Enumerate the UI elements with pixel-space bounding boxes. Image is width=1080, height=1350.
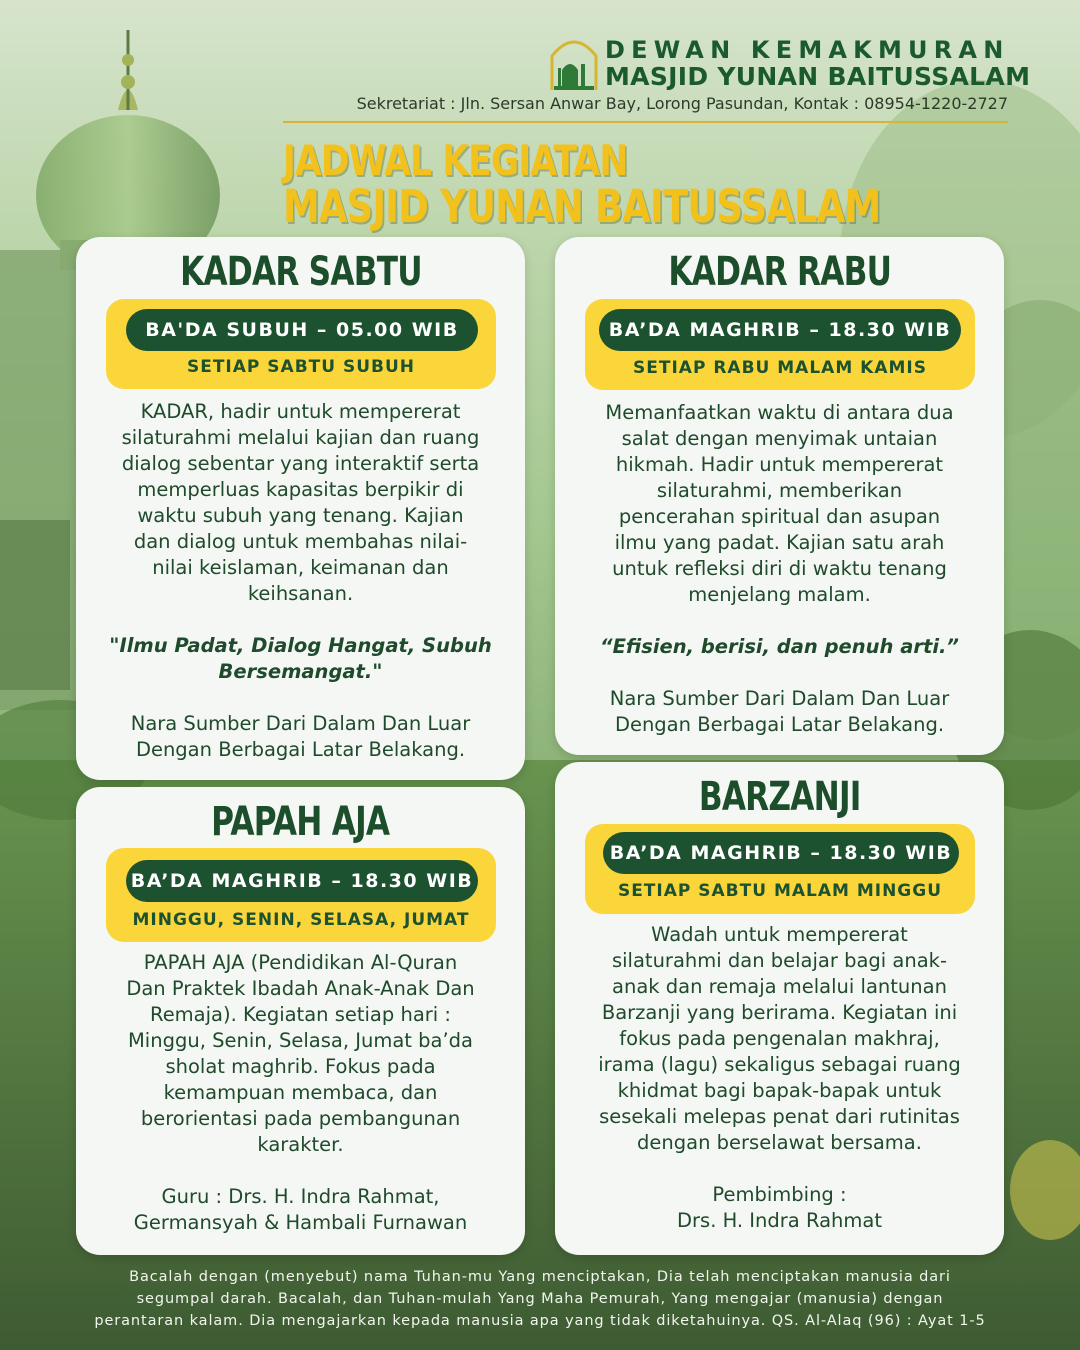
description-line: anak dan remaja melalui lantunan <box>612 975 947 998</box>
description-line: dan dialog untuk membahas nilai- <box>133 530 468 553</box>
quran-verse-footer <box>40 1266 1040 1332</box>
card-title: BARZANJI <box>698 774 861 820</box>
activity-card-kadar-sabtu <box>76 237 525 780</box>
description-line: berorientasi pada pembangunan <box>140 1107 461 1130</box>
tagline-quote: “Efisien, berisi, dan penuh arti.” <box>600 635 959 658</box>
description-line: khidmat bagi bapak-bapak untuk <box>617 1079 942 1102</box>
description-line: dialog sebentar yang interaktif serta <box>121 452 480 475</box>
card-description <box>555 922 1004 1234</box>
description-line: karakter. <box>257 1133 344 1156</box>
description-line: keihsanan. <box>247 582 354 605</box>
description-line: kemampuan membaca, dan <box>163 1081 438 1104</box>
description-line: Remaja). Kegiatan setiap hari : <box>150 1003 451 1026</box>
description-line: silaturahmi dan belajar bagi anak- <box>611 949 947 972</box>
card-title: KADAR SABTU <box>179 249 422 295</box>
mentor-info: Pembimbing : <box>712 1183 847 1206</box>
time-pill: BA’DA MAGHRIB – 18.30 WIB <box>599 309 961 351</box>
description-line: ilmu yang padat. Kajian satu arah <box>614 531 945 554</box>
description-line: Dan Praktek Ibadah Anak-Anak Dan <box>126 977 475 1000</box>
description-line: fokus pada pengenalan makhraj, <box>619 1027 940 1050</box>
speaker-info: Dengan Berbagai Latar Belakang. <box>614 713 945 736</box>
verse-line: segumpal darah. Bacalah, dan Tuhan-mulah Yang Maha Pemurah, Yang mengajar (manusia) dengan <box>136 1291 944 1307</box>
schedule-day: SETIAP SABTU SUBUH <box>186 357 416 377</box>
description-line: dengan berselawat bersama. <box>637 1131 922 1154</box>
schedule-day: MINGGU, SENIN, SELASA, JUMAT <box>132 910 470 930</box>
description-line: Barzanji yang berirama. Kegiatan ini <box>601 1001 958 1024</box>
speaker-info: Nara Sumber Dari Dalam Dan Luar <box>130 712 471 735</box>
tagline-quote: "Ilmu Padat, Dialog Hangat, Subuh <box>109 634 492 657</box>
speaker-info: Dengan Berbagai Latar Belakang. <box>135 738 466 761</box>
mosque-logo-icon <box>548 34 600 92</box>
description-line: sesekali melepas penat dari rutinitas <box>599 1105 960 1128</box>
description-line: nilai keislaman, keimanan dan <box>152 556 449 579</box>
teacher-info: Guru : Drs. H. Indra Rahmat, <box>161 1185 440 1208</box>
card-description <box>555 400 1004 738</box>
page-title-line1: JADWAL KEGIATAN <box>283 136 628 185</box>
description-line: irama (lagu) sekaligus sebagai ruang <box>598 1053 961 1076</box>
description-line: Wadah untuk mempererat <box>651 923 908 946</box>
teacher-info: Germansyah & Hambali Furnawan <box>133 1211 468 1234</box>
description-line: KADAR, hadir untuk mempererat <box>140 400 461 423</box>
description-line: sholat maghrib. Fokus pada <box>165 1055 436 1078</box>
activity-card-barzanji <box>555 762 1004 1255</box>
activity-card-kadar-rabu <box>555 237 1004 755</box>
secretariat-contact: Sekretariat : Jln. Sersan Anwar Bay, Lorong Pasundan, Kontak : 08954-1220-2727 <box>356 94 1008 113</box>
card-title: KADAR RABU <box>668 249 891 295</box>
time-pill: BA'DA SUBUH – 05.00 WIB <box>126 309 478 351</box>
page-title-line2: MASJID YUNAN BAITUSSALAM <box>283 180 881 233</box>
schedule-day: SETIAP RABU MALAM KAMIS <box>633 358 927 378</box>
description-line: Memanfaatkan waktu di antara dua <box>605 401 954 424</box>
time-pill: BA’DA MAGHRIB – 18.30 WIB <box>603 832 959 874</box>
card-description <box>76 399 525 763</box>
speaker-info: Nara Sumber Dari Dalam Dan Luar <box>609 687 950 710</box>
schedule-badge <box>585 299 975 390</box>
activity-card-papah-aja <box>76 787 525 1255</box>
description-line: salat dengan menyimak untaian <box>621 427 938 450</box>
mentor-info: Drs. H. Indra Rahmat <box>677 1209 882 1232</box>
header <box>0 0 1080 240</box>
schedule-badge <box>106 848 496 942</box>
description-line: silaturahmi, memberikan <box>656 479 903 502</box>
schedule-badge <box>106 299 496 389</box>
description-line: memperluas kapasitas berpikir di <box>137 478 464 501</box>
organization-name-line1: DEWAN KEMAKMURAN <box>605 36 1010 64</box>
tagline-quote: Bersemangat." <box>218 660 383 683</box>
schedule-day: SETIAP SABTU MALAM MINGGU <box>617 881 943 901</box>
card-title: PAPAH AJA <box>211 799 390 845</box>
description-line: silaturahmi melalui kajian dan ruang <box>121 426 480 449</box>
card-description <box>76 950 525 1236</box>
description-line: pencerahan spiritual dan asupan <box>618 505 941 528</box>
description-line: hikmah. Hadir untuk mempererat <box>615 453 944 476</box>
verse-line: perantaran kalam. Dia mengajarkan kepada manusia apa yang tidak diketahuinya. QS. Al-Alaq (96) : Ayat 1-5 <box>94 1313 986 1329</box>
verse-line: Bacalah dengan (menyebut) nama Tuhan-mu Yang menciptakan, Dia telah menciptakan manusia dari <box>129 1269 951 1285</box>
organization-name-line2: MASJID YUNAN BAITUSSALAM <box>605 62 1031 91</box>
header-divider <box>283 121 1008 123</box>
description-line: PAPAH AJA (Pendidikan Al-Quran <box>143 951 458 974</box>
description-line: menjelang malam. <box>688 583 871 606</box>
description-line: waktu subuh yang tenang. Kajian <box>137 504 464 527</box>
schedule-badge <box>585 824 975 914</box>
description-line: Minggu, Senin, Selasa, Jumat ba’da <box>127 1029 474 1052</box>
description-line: untuk refleksi diri di waktu tenang <box>612 557 947 580</box>
time-pill: BA’DA MAGHRIB – 18.30 WIB <box>126 860 478 902</box>
